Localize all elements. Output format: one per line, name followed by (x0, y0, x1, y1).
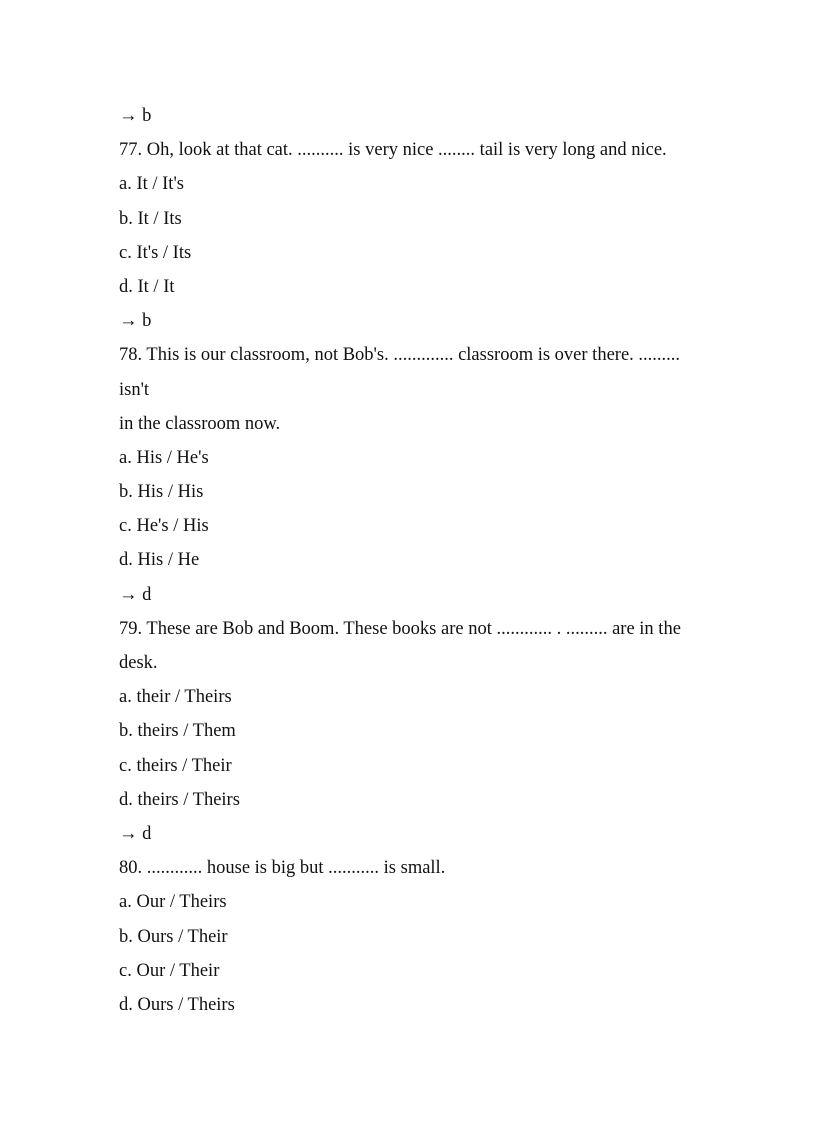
option-77-c: c. It's / Its (119, 242, 192, 263)
option-78-d: d. His / He (119, 550, 200, 571)
question-78-continued-2: in the classroom now. (119, 413, 281, 434)
option-80-c: c. Our / Their (119, 960, 220, 981)
option-79-b: b. theirs / Them (119, 721, 236, 742)
answer-78: → d (119, 584, 152, 605)
answer-77: → b (119, 311, 152, 332)
question-78-continued: isn't (119, 379, 150, 400)
answer-79: → d (119, 823, 152, 844)
option-78-a: a. His / He's (119, 447, 209, 468)
option-79-a: a. their / Theirs (119, 687, 232, 708)
option-79-d: d. theirs / Theirs (119, 789, 240, 810)
document-content (119, 99, 719, 1022)
question-79-continued: desk. (119, 653, 158, 673)
option-80-b: b. Ours / Their (119, 926, 228, 947)
question-77: 77. Oh, look at that cat. .......... is very nice ........ tail is very long and nice. (119, 140, 667, 161)
question-79: 79. These are Bob and Boom. These books are not ............ . ......... are in the (119, 618, 681, 639)
option-80-d: d. Ours / Theirs (119, 994, 235, 1015)
option-78-b: b. His / His (119, 482, 204, 503)
option-79-c: c. theirs / Their (119, 755, 232, 776)
answer-76: → b (119, 106, 152, 126)
option-77-b: b. It / Its (119, 208, 182, 229)
option-78-c: c. He's / His (119, 516, 209, 537)
question-78: 78. This is our classroom, not Bob's. ............. classroom is over there. ......... (119, 345, 681, 366)
option-77-a: a. It / It's (119, 174, 184, 195)
question-80: 80. ............ house is big but ........... is small. (119, 858, 446, 879)
option-80-a: a. Our / Theirs (119, 892, 227, 913)
option-77-d: d. It / It (119, 276, 175, 297)
